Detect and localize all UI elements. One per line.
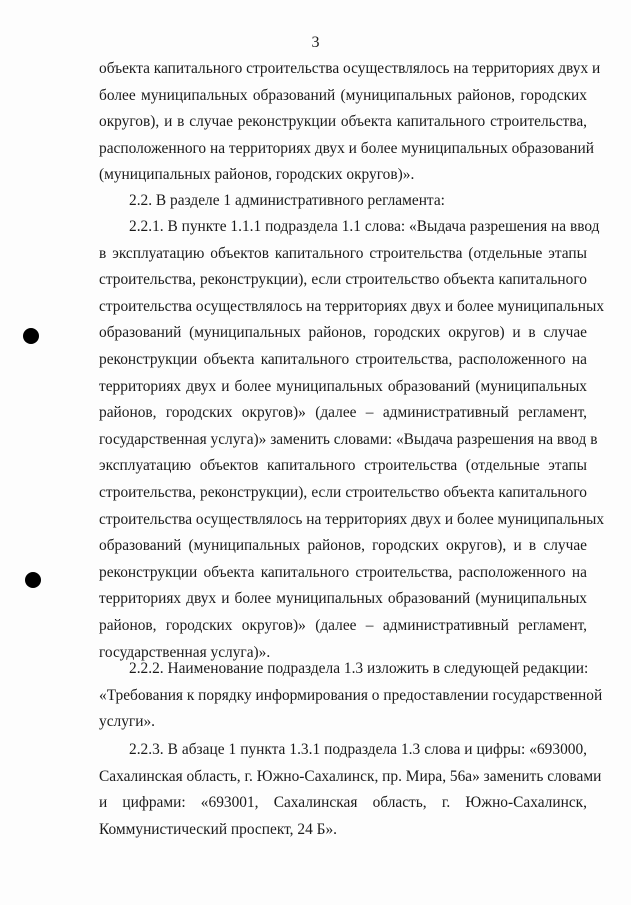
paragraph-item-2-2-2 (99, 656, 603, 736)
text-line: территориях двух и более муниципальных образований (муниципальных (99, 590, 587, 608)
text-line: строительства, реконструкции), если строительство объекта капитального (99, 483, 587, 501)
punch-hole-mark (25, 572, 41, 588)
text-line: территориях двух и более муниципальных образований (муниципальных (99, 377, 587, 395)
text-line: более муниципальных образований (муниципальных районов, городских (99, 86, 587, 104)
text-line: округов), и в случае реконструкции объекта капитального строительства, (99, 113, 587, 131)
paragraph-item-2-2-3 (99, 737, 602, 843)
text-line: строительства, реконструкции), если строительство объекта капитального (99, 271, 587, 289)
text-line: Коммунистический проспект, 24 Б». (99, 820, 337, 838)
text-line: расположенного на территориях двух и более муниципальных образований (99, 139, 595, 157)
text-line: государственная услуга)» заменить словами: «Выдача разрешения на ввод в (99, 430, 598, 448)
text-line: строительства осуществлялось на территориях двух и более муниципальных (99, 510, 605, 528)
punch-hole-mark (23, 328, 39, 344)
text-line: реконструкции объекта капитального строительства, расположенного на (99, 563, 587, 581)
text-line: районов, городских округов)» (далее – административный регламент, (99, 404, 587, 422)
text-line: Сахалинская область, г. Южно-Сахалинск, пр. Мира, 56а» заменить словами (99, 767, 602, 785)
text-line: строительства осуществлялось на территориях двух и более муниципальных (99, 297, 605, 315)
text-line: и цифрами: «693001, Сахалинская область, г. Южно-Сахалинск, (99, 794, 587, 812)
page-number: 3 (311, 34, 320, 51)
text-line: эксплуатацию объектов капитального строительства (отдельные этапы (99, 457, 587, 475)
paragraph-continuation (99, 56, 601, 189)
text-line: «Требования к порядку информирования о предоставлении государственной (99, 686, 603, 704)
paragraph-item-2-2-1 (99, 214, 605, 666)
text-line: 2.2.1. В пункте 1.1.1 подраздела 1.1 слова: «Выдача разрешения на ввод (129, 218, 600, 235)
paragraph-section-2-2 (99, 188, 587, 215)
text-line: реконструкции объекта капитального строительства, расположенного на (99, 350, 587, 368)
text-line: образований (муниципальных районов, городских округов), и в случае (99, 537, 587, 555)
text-line: объекта капитального строительства осуществлялось на территориях двух и (99, 60, 601, 77)
text-line: услуги». (99, 713, 155, 731)
text-line: районов, городских округов)» (далее – административный регламент, (99, 616, 587, 634)
text-line: 2.2. В разделе 1 административного регламента: (129, 192, 445, 209)
text-line: образований (муниципальных районов, городских округов) и в случае (99, 324, 587, 342)
text-line: (муниципальных районов, городских округов)». (99, 166, 415, 184)
text-line: 2.2.3. В абзаце 1 пункта 1.3.1 подраздела 1.3 слова и цифры: «693000, (129, 741, 587, 758)
text-line: государственная услуга)». (99, 643, 271, 661)
text-line: 2.2.2. Наименование подраздела 1.3 изложить в следующей редакции: (129, 660, 589, 677)
text-line: в эксплуатацию объектов капитального строительства (отдельные этапы (99, 244, 587, 262)
